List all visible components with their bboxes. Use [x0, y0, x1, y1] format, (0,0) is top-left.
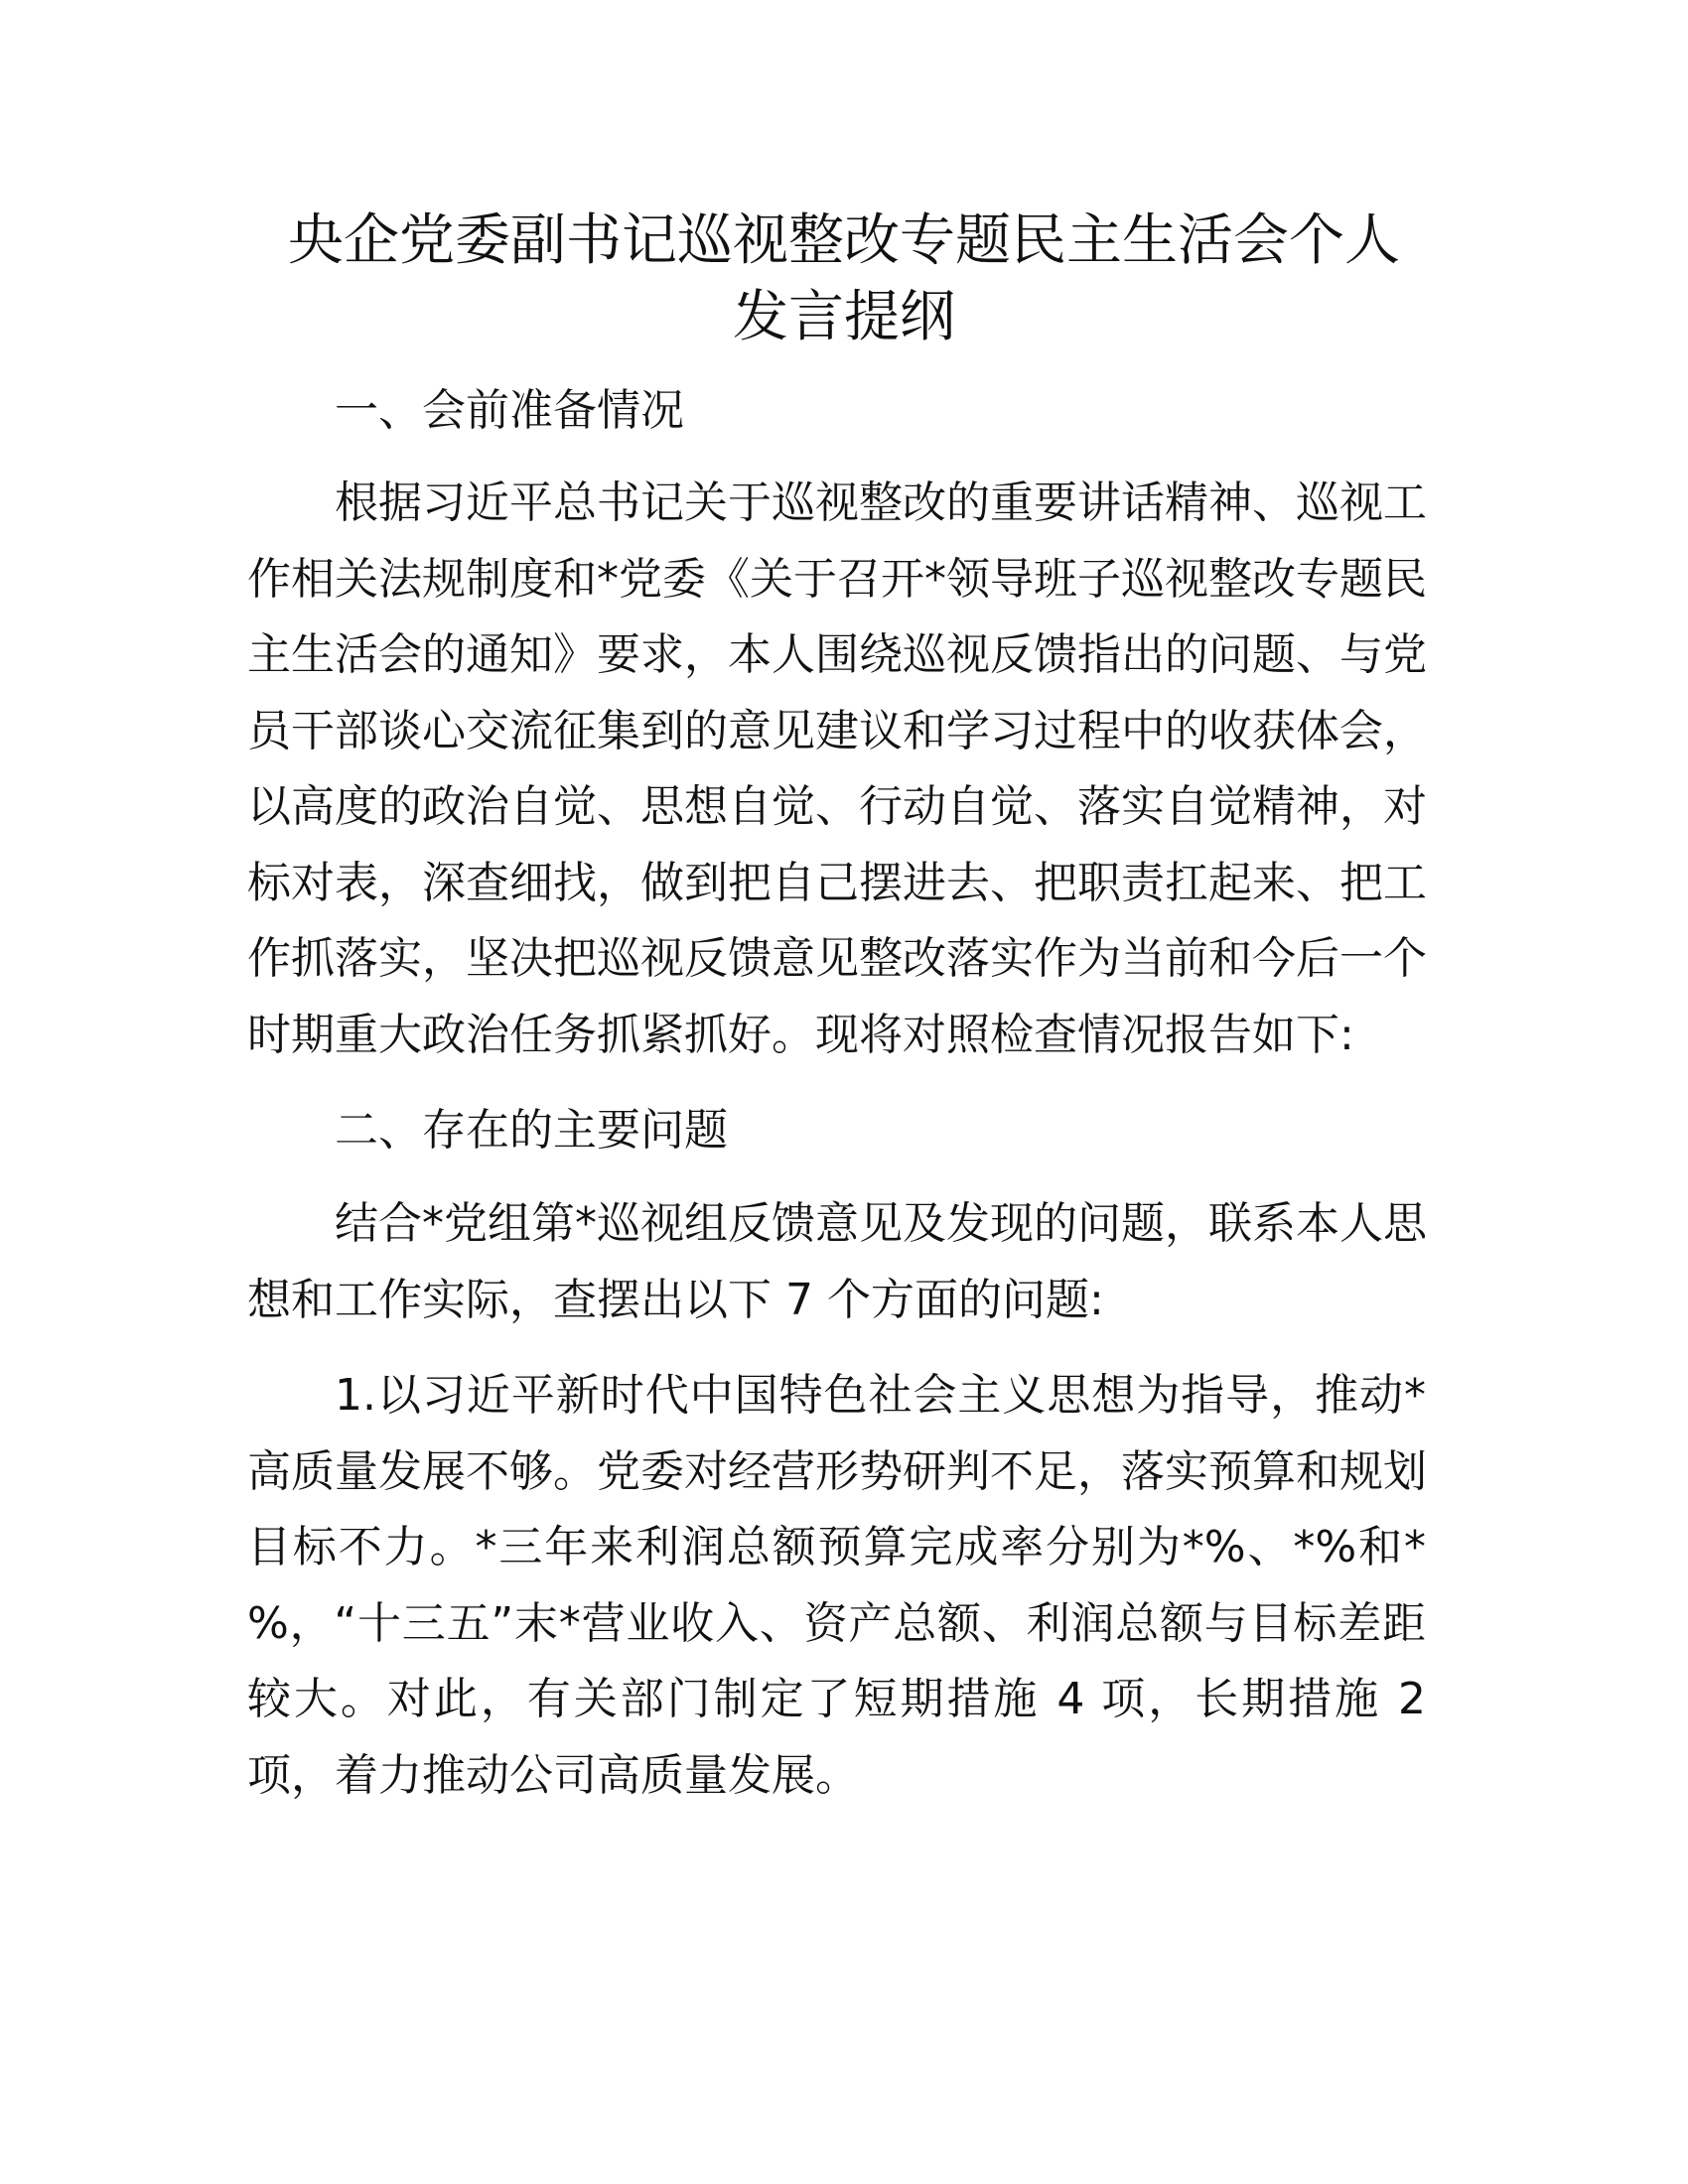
title-line: 发言提纲 — [733, 285, 955, 349]
title-line: 央企党委副书记巡视整改专题民主生活会个人 — [288, 208, 1400, 273]
text-line: 标对表，深查细找，做到把自己摆进去、把职责扛起来、把工 — [247, 857, 1427, 908]
text-line: 结合*党组第*巡视组反馈意见及发现的问题，联系本人思 — [335, 1198, 1427, 1249]
text-line: 作抓落实，坚决把巡视反馈意见整改落实作为当前和今后一个 — [247, 933, 1427, 984]
paragraph-problems-intro — [247, 1186, 1426, 1338]
text-line: 想和工作实际，查摆出以下 7 个方面的问题: — [247, 1274, 1104, 1325]
text-line: 根据习近平总书记关于巡视整改的重要讲话精神、巡视工 — [335, 478, 1427, 528]
text-line: 较大。对此，有关部门制定了短期措施 4 项，长期措施 2 — [247, 1674, 1426, 1724]
paragraph-problem-1 — [247, 1358, 1426, 1814]
text-line: 目标不力。*三年来利润总额预算完成率分别为*%、*%和* — [247, 1522, 1426, 1572]
text-line: 主生活会的通知》要求，本人围绕巡视反馈指出的问题、与党 — [247, 629, 1427, 680]
section-heading-2 — [247, 1093, 1426, 1169]
text-line: 员干部谈心交流征集到的意见建议和学习过程中的收获体会， — [247, 705, 1427, 756]
text-line: %，“十三五”末*营业收入、资产总额、利润总额与目标差距 — [247, 1597, 1426, 1649]
text-line: 以高度的政治自觉、思想自觉、行动自觉、落实自觉精神，对 — [247, 781, 1427, 832]
text-line: 1.以习近平新时代中国特色社会主义思想为指导，推动* — [335, 1370, 1426, 1421]
paragraph-preparation — [247, 466, 1426, 1073]
text-line: 项，着力推动公司高质量发展。 — [247, 1749, 859, 1801]
text-line: 作相关法规制度和*党委《关于召开*领导班子巡视整改专题民 — [247, 553, 1427, 605]
text-line: 时期重大政治任务抓紧抓好。现将对照检查情况报告如下: — [247, 1009, 1354, 1060]
section-heading-1 — [247, 373, 1426, 450]
text-line: 高质量发展不够。党委对经营形势研判不足，落实预算和规划 — [247, 1445, 1427, 1497]
heading-text: 二、存在的主要问题 — [335, 1105, 728, 1156]
document-title — [238, 203, 1450, 355]
heading-text: 一、会前准备情况 — [335, 385, 684, 436]
